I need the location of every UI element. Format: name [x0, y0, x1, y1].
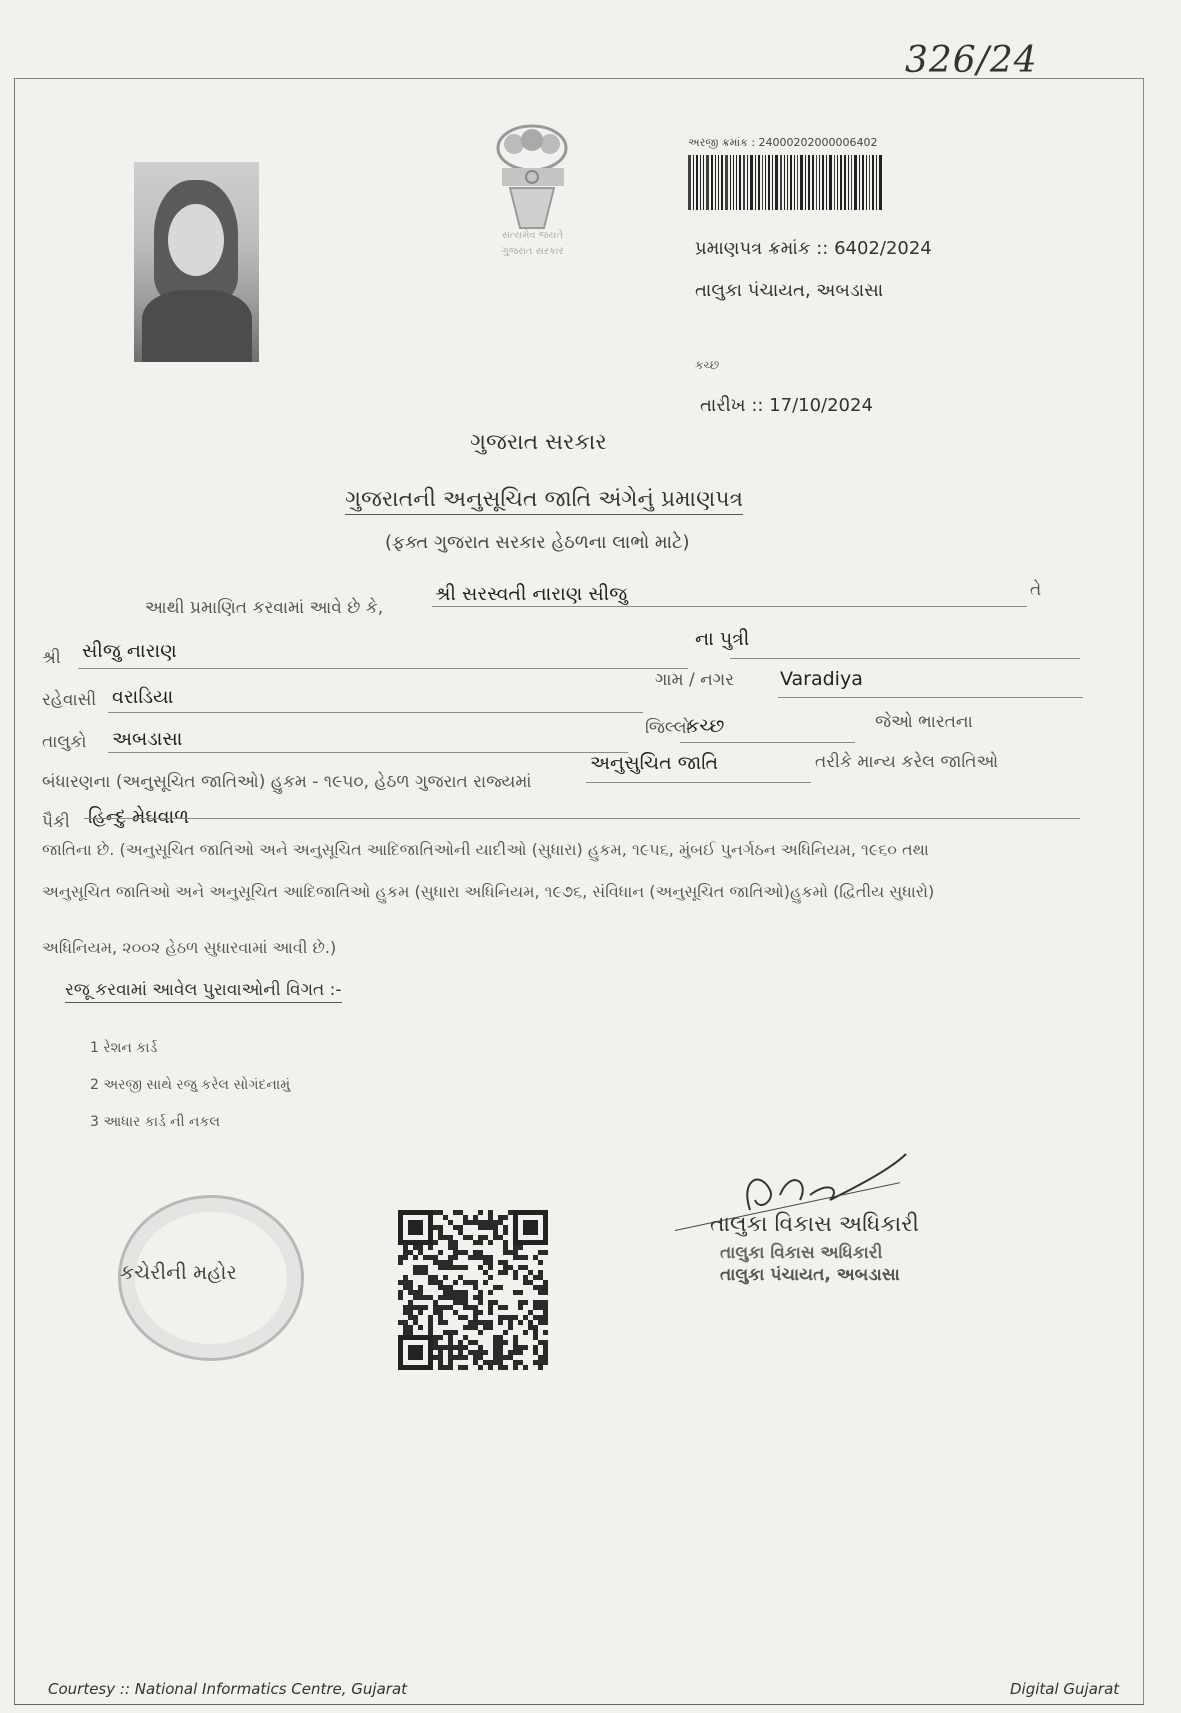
parent-name: સીજુ નારાણ: [82, 640, 177, 662]
category-value: અનુસુચિત જાતિ: [590, 752, 719, 774]
caste-prefix: પૈકી: [42, 812, 70, 832]
parent-prefix: શ્રી: [42, 648, 61, 668]
state-emblem-icon: [480, 118, 585, 268]
handwritten-number: 326/24: [905, 40, 1038, 81]
taluka-value: અબડાસા: [112, 728, 183, 750]
relation-label: ના પુત્રી: [695, 628, 750, 650]
evidence-list: [90, 1030, 290, 1141]
application-number: અરજી ક્રમાંક : 24000202000006402: [688, 136, 878, 149]
candidate-name: શ્રી સરસ્વતી નારાણ સીજુ: [435, 583, 628, 605]
intro-label: આથી પ્રમાણિત કરવામાં આવે છે કે,: [145, 598, 384, 618]
certificate-subtitle: (ફક્ત ગુજરાત સરકાર હેઠળના લાભો માટે): [385, 532, 690, 553]
evidence-item: 3 આધાર કાર્ડ ની નકલ: [90, 1114, 220, 1130]
legal-para-line-3: અધિનિયમ, ૨૦૦૨ હેઠળ સુધારવામાં આવી છે.): [42, 938, 337, 957]
seal-text: કચેરીની મહોર: [120, 1260, 237, 1284]
issue-date: તારીખ :: 17/10/2024: [700, 395, 873, 416]
certificate-title-text: ગુજરાતની અનુસૂચિત જાતિ અંગેનું પ્રમાણપત્ર: [345, 487, 743, 515]
certificate-title: [345, 487, 743, 512]
evidence-heading-text: રજૂ કરવામાં આવેલ પુરાવાઓની વિગત :-: [65, 980, 342, 1003]
india-label: જેઓ ભારતના: [875, 712, 973, 732]
district-label: જિલ્લો: [645, 718, 691, 738]
footer-courtesy: Courtesy :: National Informatics Centre, Gujarat: [48, 1680, 408, 1698]
issuing-office: તાલુકા પંચાયત, અબડાસા: [695, 280, 884, 301]
evidence-item: 1 રેશન કાર્ડ: [90, 1040, 158, 1056]
name-suffix: તે: [1030, 580, 1042, 600]
legal-para-line-1: જાતિના છે. (અનુસૂચિત જાતિઓ અને અનુસૂચિત આદિજાતિઓની યાદીઓ (સુધારા) હુકમ, ૧૯૫૬, મુંબઈ પુનર્ગઠન અધિનિયમ, ૧૯૬૦ તથા: [42, 840, 929, 859]
applicant-photo: [134, 162, 259, 362]
footer-brand: Digital Gujarat: [1010, 1680, 1120, 1698]
recognized-label: તરીકે માન્ય કરેલ જાતિઓ: [815, 752, 999, 772]
signatory-stamp-line-2: તાલુકા પંચાયત, અબડાસા: [720, 1265, 900, 1285]
village-value: Varadiya: [780, 668, 863, 690]
evidence-heading: [65, 980, 342, 1000]
taluka-label: તાલુકો: [42, 732, 87, 752]
qr-code: [398, 1210, 548, 1370]
resident-value: વરાડિયા: [112, 686, 174, 708]
emblem-caption-1: સત્યમેવ જયતે: [501, 230, 564, 241]
resident-label: રહેવાસી: [42, 690, 97, 710]
district-small: કચ્છ: [695, 358, 720, 372]
caste-value: હિન્દુ મેઘવાળ: [88, 806, 190, 828]
district-value: કચ્છ: [686, 715, 725, 737]
order-text: બંધારણના (અનુસૂચિત જાતિઓ) હુકમ - ૧૯૫૦, હેઠળ ગુજરાત રાજ્યમાં: [42, 772, 532, 792]
barcode: [688, 155, 928, 210]
signatory-title: તાલુકા વિકાસ અધિકારી: [710, 1212, 919, 1237]
certificate-number: પ્રમાણપત્ર ક્રમાંક :: 6402/2024: [695, 238, 932, 259]
village-label: ગામ / નગર: [655, 670, 734, 690]
signatory-stamp-line-1: તાલુકા વિકાસ અધિકારી: [720, 1243, 883, 1263]
evidence-item: 2 અરજી સાથે રજુ કરેલ સોગંદનામું: [90, 1077, 291, 1093]
emblem-caption-2: ગુજરાત સરકાર: [501, 246, 564, 257]
government-heading: ગુજરાત સરકાર: [470, 430, 607, 455]
legal-para-line-2: અનુસૂચિત જાતિઓ અને અનુસૂચિત આદિજાતિઓ હુકમ (સુધારા અધિનિયમ, ૧૯૭૬, સંવિધાન (અનુસૂચિત જાતિઓ)હુકમો (દ્વિતીય સુધારો): [42, 882, 935, 901]
